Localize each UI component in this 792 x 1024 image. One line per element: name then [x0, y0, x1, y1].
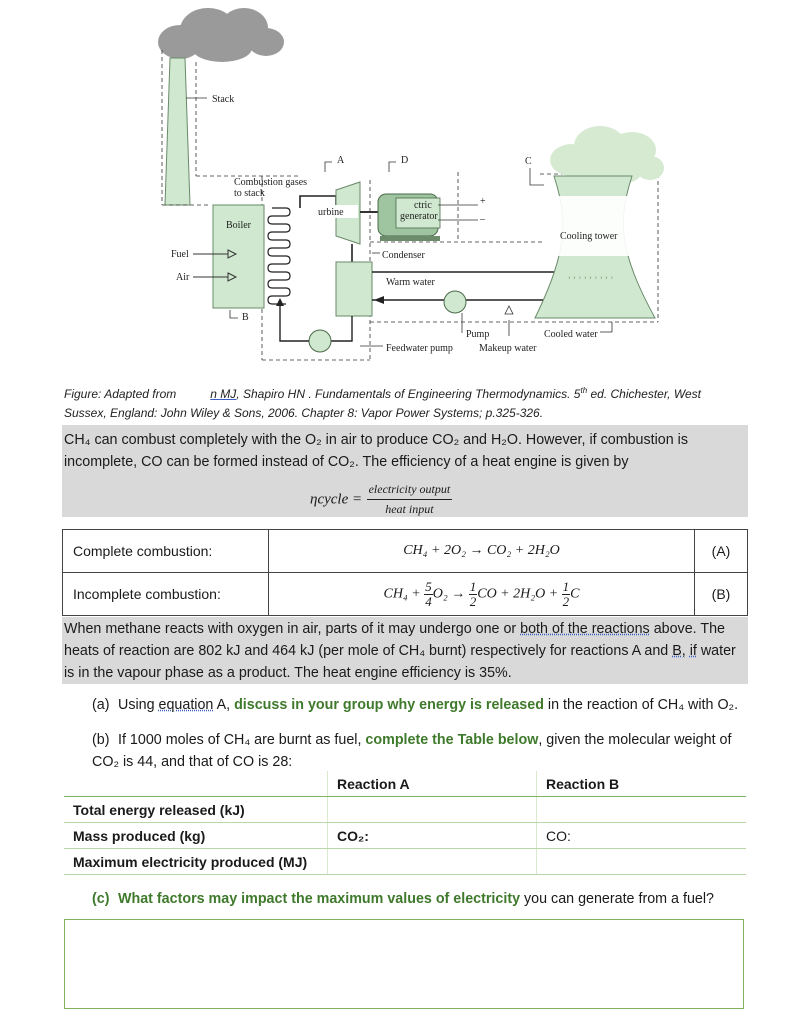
stack-label: Stack — [212, 94, 235, 105]
reaction-b-row — [63, 573, 748, 616]
question-b-label: (b) — [92, 732, 110, 748]
efficiency-denominator: heat input — [385, 502, 434, 516]
fraction-numerator: 5 — [425, 578, 432, 594]
answer-table-header — [64, 771, 746, 797]
makeup-water-label: Makeup water — [479, 343, 537, 354]
combustion-gases-label-2: to stack — [234, 188, 265, 199]
efficiency-fraction — [367, 482, 453, 517]
generator-label-2: generator — [400, 211, 438, 222]
cell-total-energy-b[interactable] — [537, 797, 747, 823]
stack-smoke-cloud — [158, 8, 284, 62]
cell-electricity-a[interactable] — [328, 849, 537, 875]
answer-box-c[interactable] — [64, 919, 744, 1009]
cooled-water-label: Cooled water — [544, 329, 598, 340]
reaction-a-tag: (A) — [695, 530, 748, 573]
reaction-b-part-4: C — [570, 586, 580, 602]
header-reaction-b: Reaction B — [537, 771, 747, 797]
heats-of-reaction-paragraph — [64, 618, 750, 684]
cell-mass-a[interactable]: CO₂: — [328, 823, 537, 849]
combustion-gases-label: Combustion gases — [234, 177, 308, 188]
figure-caption — [64, 381, 754, 423]
power-plant-diagram — [0, 0, 792, 375]
reaction-b-label: Incomplete combustion: — [63, 573, 269, 616]
fraction-denominator: 2 — [469, 593, 477, 609]
cell-electricity-b[interactable] — [537, 849, 747, 875]
feedwater-pump — [309, 330, 331, 352]
reaction-a-label: Complete combustion: — [63, 530, 269, 573]
reaction-b-tag: (B) — [695, 573, 748, 616]
question-a-equation-word: equation — [158, 697, 214, 713]
fraction-1-2-c — [562, 580, 571, 609]
air-label: Air — [176, 272, 190, 283]
boiler-coils — [268, 208, 290, 304]
question-c-label: (c) — [92, 891, 110, 907]
efficiency-numerator: electricity output — [367, 482, 453, 500]
cell-total-energy-a[interactable] — [328, 797, 537, 823]
reaction-b-part-2: O₂ → — [432, 586, 466, 602]
cell-mass-b[interactable]: CO: — [537, 823, 747, 849]
fuel-label: Fuel — [171, 249, 189, 260]
fraction-numerator: 1 — [469, 578, 477, 594]
question-a-part-1: Using — [118, 697, 159, 713]
question-c-highlight: What factors may impact the maximum values of electricity — [118, 891, 521, 907]
row-label-mass-produced: Mass produced (kg) — [64, 823, 328, 849]
caption-author: n MJ — [210, 387, 237, 401]
question-c — [92, 888, 752, 910]
cooling-tower-label: Cooling tower — [560, 231, 618, 242]
warm-water-label: Warm water — [386, 277, 435, 288]
fraction-5-4 — [424, 580, 433, 609]
reaction-b-part-3: CO + 2H₂O + — [477, 586, 559, 602]
header-reaction-a: Reaction A — [328, 771, 537, 797]
caption-prefix: Figure: Adapted from — [64, 387, 177, 401]
answer-table — [64, 771, 746, 875]
row-label-max-electricity: Maximum electricity produced (MJ) — [64, 849, 328, 875]
eta-cycle-label: ηcycle = — [310, 491, 363, 508]
intro-text: CH₄ can combust completely with the O₂ in air to produce CO₂ and H₂O. However, if combustion is incomplete, CO can be formed instead of CO₂. The efficiency of a heat engine is given by — [64, 432, 689, 470]
table-row — [64, 823, 746, 849]
table-row — [64, 797, 746, 823]
caption-line-2: Sussex, England: John Wiley & Sons, 2006. Chapter 8: Vapor Power Systems; p.325-326. — [64, 406, 544, 420]
label-a: A — [337, 155, 345, 166]
fraction-numerator: 1 — [562, 578, 570, 594]
label-c: C — [525, 156, 532, 167]
condenser-label: Condenser — [382, 250, 425, 261]
header-empty — [64, 771, 328, 797]
efficiency-formula — [310, 482, 510, 516]
para2-part-3: water is in the vapour phase as a product. The heat engine efficiency is 35%. — [64, 643, 736, 681]
feedwater-pump-label: Feedwater pump — [386, 343, 453, 354]
stack — [165, 58, 190, 205]
generator-label: ctric — [414, 200, 432, 211]
question-a — [92, 694, 752, 716]
fraction-denominator: 2 — [562, 593, 570, 609]
water-spray-icon: ' ' ' ' ' ' ' ' ' — [568, 276, 614, 286]
question-a-label: (a) — [92, 697, 110, 713]
reaction-a-row — [63, 530, 748, 573]
cooling-water-pump — [444, 291, 466, 313]
para2-underlined: both of the reactions — [520, 621, 650, 637]
question-b-highlight: complete the Table below — [365, 732, 539, 748]
table-row — [64, 849, 746, 875]
question-a-part-3: in the reaction of CH₄ with O₂. — [543, 697, 739, 713]
question-c-part-2: you can generate from a fuel? — [520, 891, 714, 907]
para2-if: if — [689, 643, 697, 659]
caption-edition-sup: th — [580, 386, 588, 395]
caption-reference-2: ed. Chichester, West — [587, 387, 701, 401]
label-d: D — [401, 155, 409, 166]
para2-part-2: above. The heats of reaction are 802 kJ and 464 kJ (per mole of CH₄ burnt) respectively for reactions A and — [64, 621, 725, 659]
label-b: B — [242, 312, 249, 323]
fraction-1-2-co — [469, 580, 478, 609]
question-b — [92, 729, 752, 773]
reaction-a-equation: CH₄ + 2O₂ → CO₂ + 2H₂O — [269, 530, 695, 573]
plus-terminal: + — [480, 196, 486, 207]
question-b-part-2: , given the molecular weight of CO₂ is 44, and that of CO is 28: — [92, 732, 732, 770]
pump-label: Pump — [466, 329, 490, 340]
question-b-part-1: If 1000 moles of CH₄ are burnt as fuel, — [118, 732, 366, 748]
reaction-b-part-1: CH₄ + — [383, 586, 421, 602]
para2-b-comma: B, — [672, 643, 686, 659]
fraction-denominator: 4 — [425, 593, 432, 609]
caption-reference: , Shapiro HN . Fundamentals of Engineering Thermodynamics. 5 — [236, 387, 581, 401]
turbine-label: urbine — [318, 207, 344, 218]
condenser — [336, 262, 372, 316]
para2-part-1: When methane reacts with oxygen in air, parts of it may undergo one or — [64, 621, 521, 637]
reactions-table — [62, 529, 748, 616]
boiler-label: Boiler — [226, 220, 251, 231]
question-a-part-2: A, — [213, 697, 235, 713]
question-a-highlight: discuss in your group why energy is released — [234, 697, 544, 713]
minus-terminal: – — [480, 214, 485, 225]
row-label-total-energy: Total energy released (kJ) — [64, 797, 328, 823]
reaction-b-equation — [269, 573, 695, 616]
